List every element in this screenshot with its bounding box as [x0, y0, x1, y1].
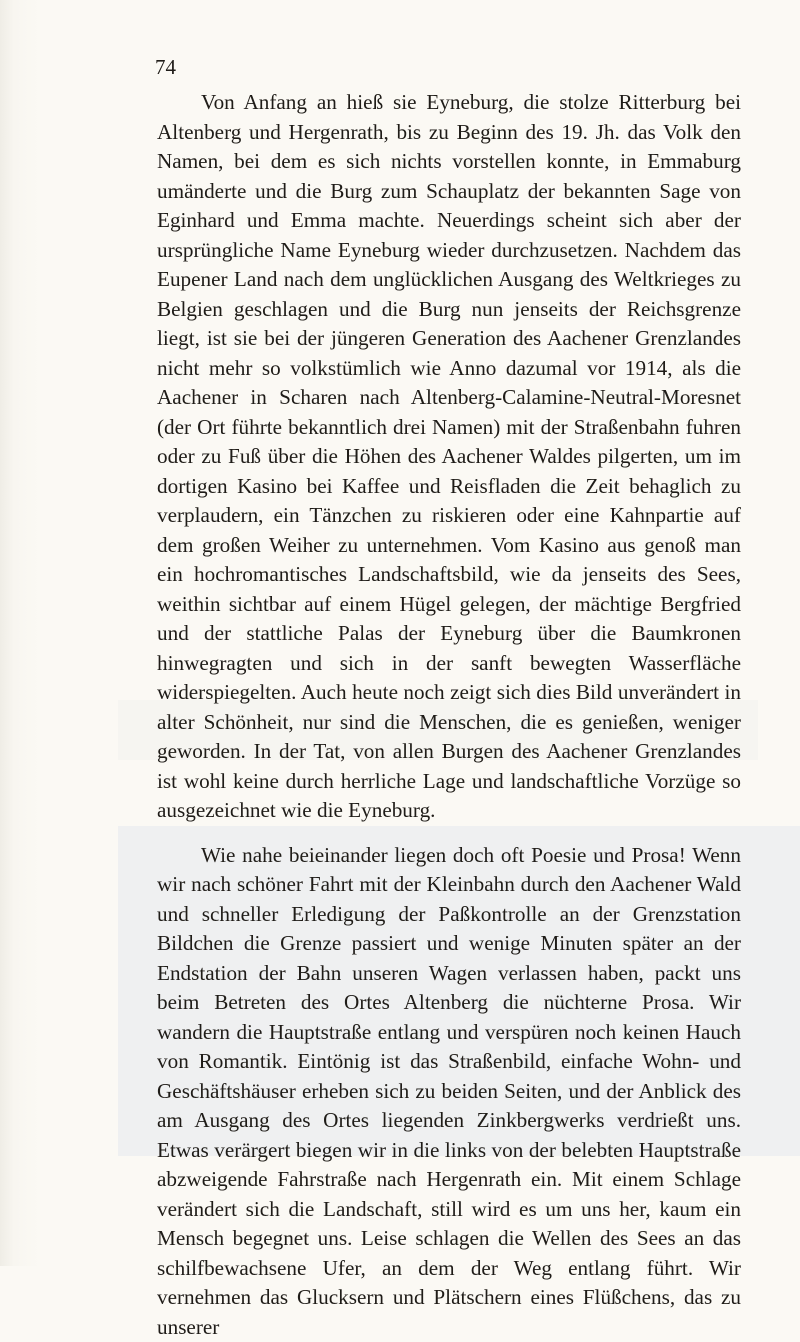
page-number: 74 [155, 52, 176, 82]
paragraph: Von Anfang an hieß sie Eyneburg, die stolze Ritterburg bei Altenberg und Hergenrath, bis zu Beginn des 19. Jh. das Volk den Namen, bei dem es sich nichts vorstellen konnte, in Emmaburg umänderte und die Burg zum Schauplatz der bekannten Sage von Eginhard und Emma machte. Neuerdings scheint sich aber der ursprüngliche Name Eyneburg wieder durchzusetzen. Nachdem das Eupener Land nach dem unglücklichen Ausgang des Weltkrieges zu Belgien geschlagen und die Burg nun jenseits der Reichsgrenze liegt, ist sie bei der jüngeren Generation des Aachener Grenzlandes nicht mehr so volkstümlich wie Anno dazumal vor 1914, als die Aachener in Scharen nach Altenberg-Calamine-Neutral-Moresnet (der Ort führte bekanntlich drei Namen) mit der Straßenbahn fuhren oder zu Fuß über die Höhen des Aachener Waldes pilgerten, um im dortigen Kasino bei Kaffee und Reisfladen die Zeit behaglich zu verplaudern, ein Tänzchen zu riskieren oder eine Kahnpartie auf dem großen Weiher zu unternehmen. Vom Kasino aus genoß man ein hochromantisches Landschaftsbild, wie da jenseits des Sees, weithin sichtbar auf einem Hügel gelegen, der mächtige Bergfried und der stattliche Palas der Eyneburg über die Baumkronen hinwegragten und sich in der sanft bewegten Wasserfläche widerspiegelten. Auch heute noch zeigt sich dies Bild unverändert in alter Schönheit, nur sind die Menschen, die es genießen, weniger geworden. In der Tat, von allen Burgen des Aachener Grenzlandes ist wohl keine durch herrliche Lage und landschaftliche Vorzüge so ausgezeichnet wie die Eyneburg. [157, 88, 741, 826]
paragraph: Wie nahe beieinander liegen doch oft Poesie und Prosa! Wenn wir nach schöner Fahrt mit der Kleinbahn durch den Aachener Wald und schneller Erledigung der Paßkontrolle an der Grenzstation Bildchen die Grenze passiert und wenige Minuten später an der Endstation der Bahn unseren Wagen verlassen haben, packt uns beim Betreten des Ortes Altenberg die nüchterne Prosa. Wir wandern die Hauptstraße entlang und verspüren noch keinen Hauch von Romantik. Eintönig ist das Straßenbild, einfache Wohn- und Geschäftshäuser erheben sich zu beiden Seiten, und der Anblick des am Ausgang des Ortes liegenden Zinkbergwerks verdrießt uns. Etwas verärgert biegen wir in die links von der belebten Hauptstraße abzweigende Fahrstraße nach Hergenrath ein. Mit einem Schlage verändert sich die Landschaft, still wird es um uns her, kaum ein Mensch begegnet uns. Leise schlagen die Wellen des Sees an das schilfbewachsene Ufer, an dem der Weg entlang führt. Wir vernehmen das Glucksern und Plätschern eines Flüßchens, das zu unserer [157, 841, 741, 1342]
body-text [157, 88, 741, 1342]
